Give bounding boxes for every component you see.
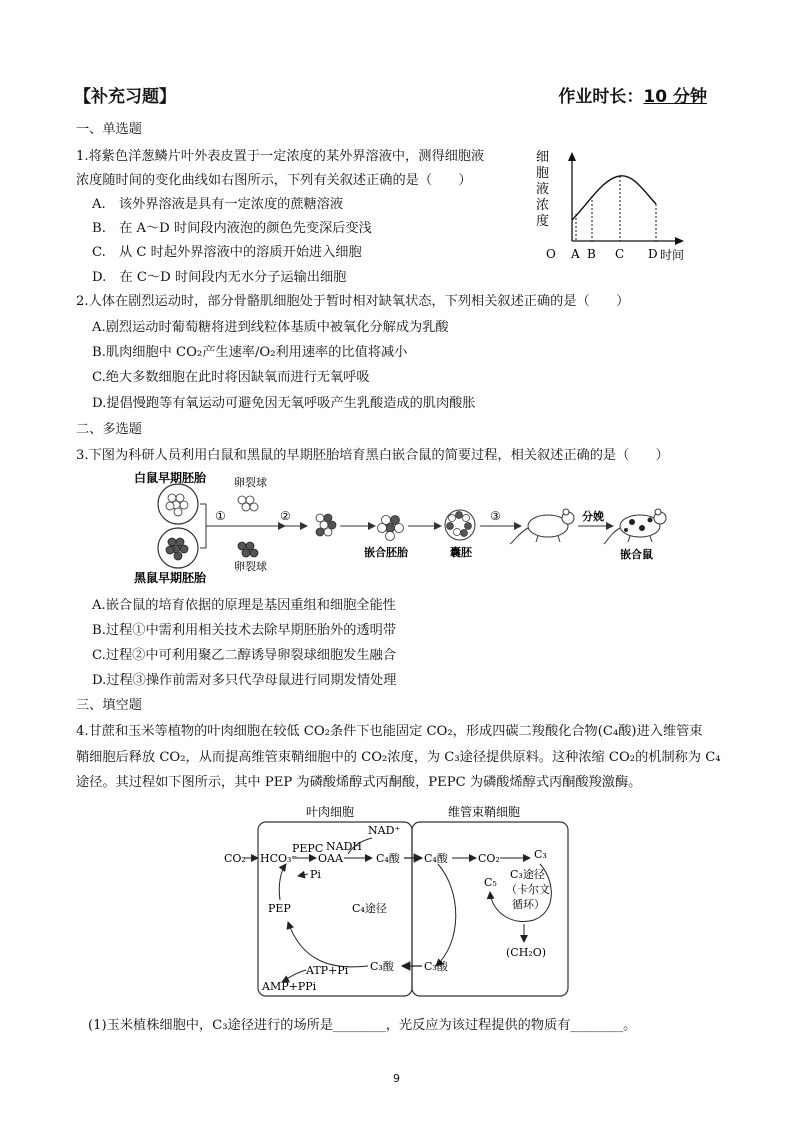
q3-white-embryo-label: 白鼠早期胚胎 (134, 471, 207, 485)
hco3: HCO₃⁻ (260, 852, 298, 865)
q1-ylabel-3: 液 (536, 182, 550, 197)
q1-option-d: D. 在 C～D 时间段内无水分子运输出细胞 (92, 270, 347, 285)
q1-concentration-figure (528, 146, 698, 271)
c3-cycle-line1: C₃途径 (510, 868, 545, 881)
chimeric-mouse (604, 509, 666, 544)
oaa: OAA (318, 852, 343, 865)
c3-acid-right: C₃酸 (424, 960, 448, 973)
c3-cycle-line3: 循环） (512, 898, 545, 911)
q1-ylabel-4: 浓 (536, 198, 550, 213)
white-embryo-cells (166, 494, 188, 516)
c4-to-c3-arc (436, 864, 456, 966)
q1-tick-b: B (587, 247, 596, 261)
step3-label: ③ (490, 509, 501, 523)
q4-line2: 鞘细胞后释放 CO₂，从而提高维管束鞘细胞中的 CO₂浓度，为 C₃途径提供原料。这种浓缩 CO₂的机制称为 C₄ (76, 750, 721, 765)
q1-curve (572, 176, 656, 220)
q2-option-d: D.提倡慢跑等有氧运动可避免因无氧呼吸产生乳酸造成的肌肉酸胀 (92, 396, 476, 411)
q3-option-c: C.过程②中可利用聚乙二醇诱导卵裂球细胞发生融合 (92, 648, 396, 663)
chimeric-mouse-label: 嵌合鼠 (620, 548, 653, 561)
q1-tick-d: D (648, 247, 658, 261)
q1-ylabel-2: 胞 (536, 166, 550, 181)
q3-option-d: D.过程③操作前需对多只代孕母鼠进行同期发情处理 (92, 673, 397, 688)
q4-line1: 4.甘蔗和玉米等植物的叶肉细胞在较低 CO₂条件下也能固定 CO₂，形成四碳二羧酸化合物(C₄酸)进入维管束 (76, 724, 703, 739)
q1-ylabel-1: 细 (536, 150, 550, 165)
pep: PEP (268, 902, 291, 915)
q3-option-b: B.过程①中需利用相关技术去除早期胚胎外的透明带 (92, 623, 397, 638)
q3-chimera-figure (130, 470, 690, 588)
atp: ATP+Pi (306, 964, 349, 977)
section-fill: 三、填空题 (76, 698, 142, 713)
section-single: 一、单选题 (76, 122, 142, 137)
q2-option-b: B.肌肉细胞中 CO₂产生速率/O₂利用速率的比值将减小 (92, 345, 408, 360)
regeneration-arc (288, 922, 368, 967)
c3-cycle-line2: （卡尔文 (506, 883, 550, 896)
blastomere-top-cells (238, 496, 258, 511)
c4-acid-right: C₄酸 (424, 852, 448, 865)
q2-option-c: C.绝大多数细胞在此时将因缺氧而进行无氧呼吸 (92, 370, 370, 385)
blastomere-bottom-cells (238, 542, 258, 557)
q1-option-b: B. 在 A～D 时间段内液泡的颜色先变深后变浅 (92, 221, 372, 236)
q1-option-a: A. 该外界溶液是具有一定浓度的蔗糖溶液 (92, 197, 344, 212)
c4-acid-left: C₄酸 (376, 852, 400, 865)
q1-xlabel: 时间 (660, 248, 685, 262)
q1-tick-a: A (571, 247, 580, 261)
step2-label: ② (280, 509, 291, 523)
section-multi: 二、多选题 (76, 422, 142, 437)
page-number: 9 (393, 1072, 400, 1085)
c5: C₅ (484, 876, 497, 889)
mixed-cluster (316, 514, 336, 536)
q1-stem-line1: 1.将紫色洋葱鳞片叶外表皮置于一定浓度的某外界溶液中，测得细胞液 (76, 149, 485, 164)
q1-y-arrow (568, 152, 576, 161)
co2-in: CO₂ (224, 852, 246, 865)
mesophyll-label: 叶肉细胞 (306, 805, 355, 819)
birth-label: 分娩 (582, 510, 604, 523)
co2-right: CO₂ (478, 852, 500, 865)
duration (558, 82, 707, 107)
q1-ylabel-5: 度 (536, 214, 550, 229)
duration-value: 10 分钟 (643, 87, 707, 107)
blastocyst-label: 囊胚 (450, 546, 472, 559)
q4-line3: 途径。其过程如下图所示，其中 PEP 为磷酸烯醇式丙酮酸，PEPC 为磷酸烯醇式丙酮酸羧激酶。 (76, 775, 642, 790)
step1-label: ① (215, 509, 226, 523)
q1-option-c: C. 从 C 时起外界溶液中的溶质开始进入细胞 (92, 245, 362, 260)
blastomere-bottom-label: 卵裂球 (234, 560, 267, 573)
q1-tick-c: C (615, 247, 625, 261)
q1-tick-o: O (546, 247, 556, 261)
c3-top: C₃ (534, 848, 547, 861)
amp: AMP+PPi (262, 980, 317, 993)
q1-stem-line2: 浓度随时间的变化曲线如右图所示，下列有关叙述正确的是（ ） (76, 173, 472, 188)
chimeric-embryo-label: 嵌合胚胎 (364, 546, 408, 559)
q2-stem: 2.人体在剧烈运动时，部分骨骼肌细胞处于暂时相对缺氧状态，下列相关叙述正确的是（ ） (76, 294, 630, 309)
ch2o: (CH₂O) (506, 946, 547, 959)
blastomere-top-label: 卵裂球 (234, 476, 267, 489)
q3-option-a: A.嵌合鼠的培育依据的原理是基因重组和细胞全能性 (92, 598, 396, 613)
q1-x-arrow (675, 237, 684, 245)
q3-stem: 3.下图为科研人员利用白鼠和黑鼠的早期胚胎培育黑白嵌合鼠的简要过程，相关叙述正确的是（ ） (76, 448, 669, 463)
q3-black-embryo-label: 黑鼠早期胚胎 (134, 571, 207, 585)
duration-label: 作业时长： (558, 87, 644, 107)
bundle-sheath-label: 维管束鞘细胞 (448, 805, 521, 819)
pepc: PEPC (292, 842, 324, 855)
nadh: NADH (326, 840, 362, 853)
chimeric-embryo-cells (378, 516, 404, 541)
blastocyst-cells (447, 512, 472, 537)
c3-acid-left: C₃酸 (370, 960, 394, 973)
c4-pathway-label: C₄途径 (352, 902, 387, 915)
nad: NAD⁺ (368, 824, 401, 837)
q4-sub1: (1)玉米植株细胞中，C₃途径进行的场所是________，光反应为该过程提供的物质有________。 (88, 1018, 637, 1033)
q2-option-a: A.剧烈运动时葡萄糖将进到线粒体基质中被氧化分解成为乳酸 (92, 320, 449, 335)
pi: Pi (310, 868, 321, 881)
black-embryo-cells (166, 538, 188, 560)
exercise-title: 【补充习题】 (74, 87, 176, 107)
c4-pathway-figure (222, 802, 592, 1002)
